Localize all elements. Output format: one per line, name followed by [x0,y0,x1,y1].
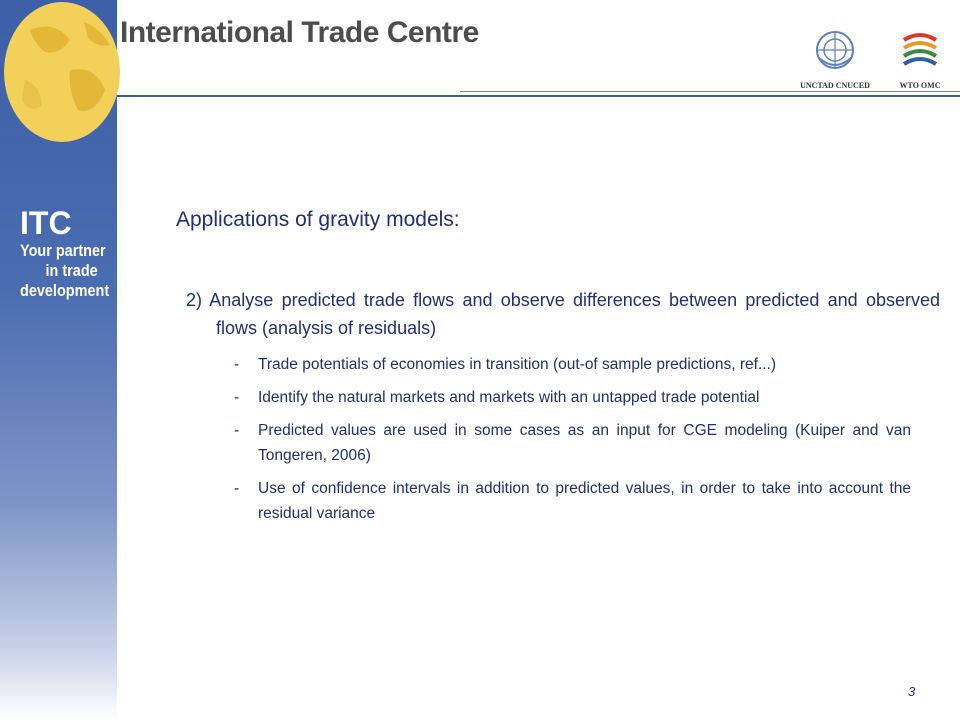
unctad-logo [795,28,875,90]
bullet-list [232,352,911,534]
un-emblem-icon [813,28,857,72]
header-divider-thin [460,91,960,92]
organization-title: International Trade Centre [120,16,479,49]
brand-code: ITC [20,205,72,241]
sidebar-brand [20,205,115,301]
slide-title: Applications of gravity models: [176,208,460,231]
list-item [232,476,911,526]
tagline-line-2: in trade [45,261,98,280]
globe-logo-icon [0,0,130,160]
wto-logo-icon [898,28,942,72]
page-number: 3 [908,684,916,699]
unctad-label: UNCTAD CNUCED [800,81,870,90]
bullet-marker: - [234,480,240,497]
main-point: 2) Analyse predicted trade flows and observe differences between predicted and observed flows (analysis of residuals) [186,290,940,338]
bullet-text: Trade potentials of economies in transition (out-of sample predictions, ref...) [258,356,777,373]
tagline-line-3: development [20,281,110,300]
bullet-text: Predicted values are used in some cases as an input for CGE modeling (Kuiper and van Tongeren, 2006) [258,422,911,464]
tagline-line-1: Your partner [20,241,106,260]
bullet-marker: - [234,389,240,406]
list-item [232,385,911,410]
bullet-text: Identify the natural markets and markets with an untapped trade potential [258,389,760,406]
bullet-text: Use of confidence intervals in addition to predicted values, in order to take into account the residual variance [258,480,911,522]
list-item [232,352,911,377]
wto-label: WTO OMC [899,81,941,90]
wto-logo [880,28,960,90]
list-item [232,418,911,468]
header-divider [117,95,960,97]
bullet-marker: - [234,422,240,439]
bullet-marker: - [234,356,240,373]
